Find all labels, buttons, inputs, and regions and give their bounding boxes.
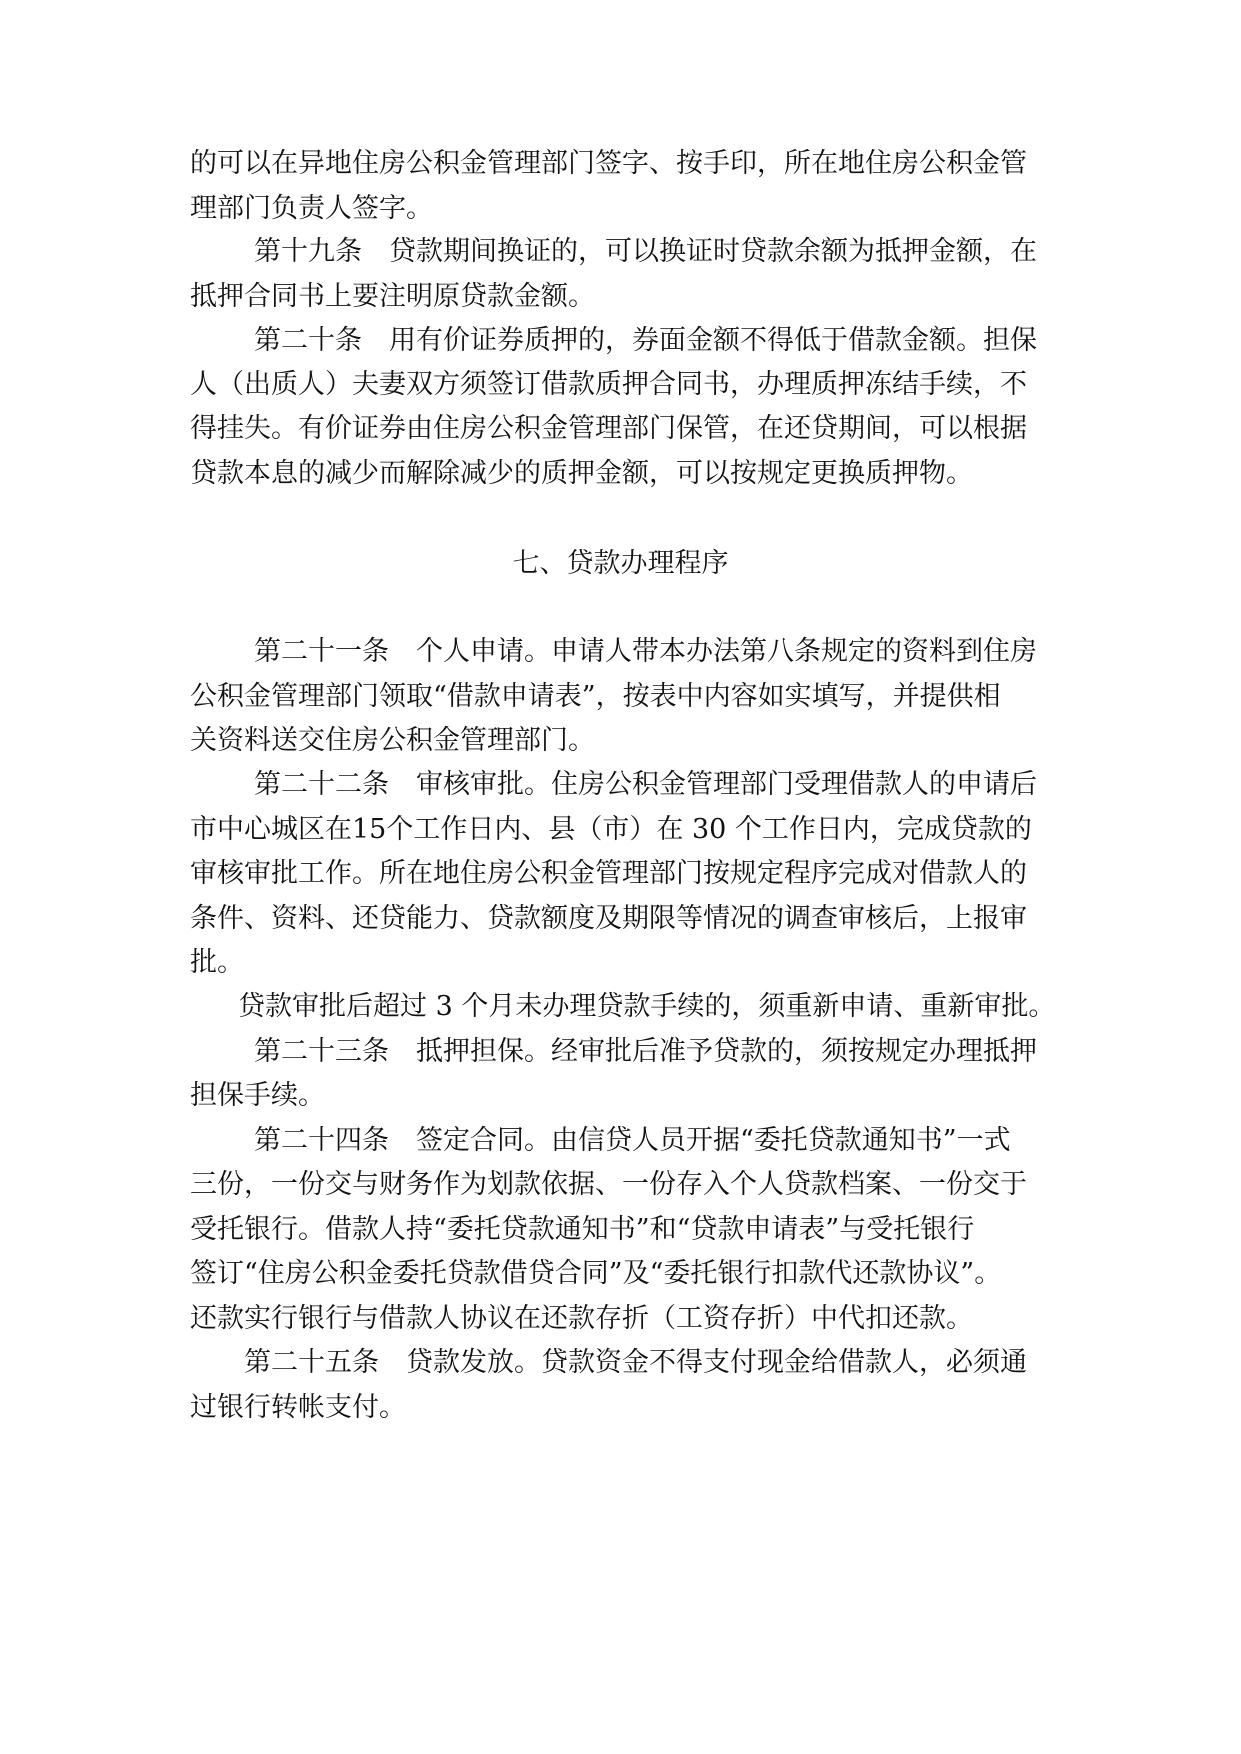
text-line: 抵押合同书上要注明原贷款金额。 bbox=[190, 281, 595, 312]
text-line: 的可以在异地住房公积金管理部门签字、按手印，所在地住房公积金管 bbox=[190, 148, 1027, 179]
text-line: 签订“住房公积金委托贷款借贷合同”及“委托银行扣款代还款协议”。 bbox=[190, 1258, 1002, 1289]
text-line: 理部门负责人签字。 bbox=[190, 193, 433, 224]
text-line: 贷款审批后超过 3 个月未办理贷款手续的，须重新申请、重新审批。 bbox=[238, 991, 1056, 1022]
article-23-line: 第二十三条 抵押担保。经审批后准予贷款的，须按规定办理抵押 bbox=[254, 1036, 1037, 1067]
text-line: 过银行转帐支付。 bbox=[190, 1392, 406, 1423]
section-heading: 七、贷款办理程序 bbox=[512, 548, 729, 579]
text-line: 批。 bbox=[190, 947, 244, 978]
text-line: 条件、资料、还贷能力、贷款额度及期限等情况的调查审核后，上报审 bbox=[190, 903, 1027, 934]
article-21-line: 第二十一条 个人申请。申请人带本办法第八条规定的资料到住房 bbox=[254, 636, 1037, 667]
text-line: 关资料送交住房公积金管理部门。 bbox=[190, 725, 595, 756]
text-line: 审核审批工作。所在地住房公积金管理部门按规定程序完成对借款人的 bbox=[190, 858, 1027, 889]
article-24-line: 第二十四条 签定合同。由信贷人员开据“委托贷款通知书”一式 bbox=[254, 1125, 1011, 1156]
article-25-line: 第二十五条 贷款发放。贷款资金不得支付现金给借款人，必须通 bbox=[244, 1347, 1027, 1378]
text-line: 三份，一份交与财务作为划款依据、一份存入个人贷款档案、一份交于 bbox=[190, 1169, 1027, 1200]
article-19-line: 第十九条 贷款期间换证的，可以换证时贷款余额为抵押金额，在 bbox=[254, 236, 1037, 267]
article-22-line: 第二十二条 审核审批。住房公积金管理部门受理借款人的申请后 bbox=[254, 769, 1037, 800]
text-line: 公积金管理部门领取“借款申请表”，按表中内容如实填写，并提供相 bbox=[190, 681, 1001, 712]
text-line: 担保手续。 bbox=[190, 1080, 325, 1111]
article-20-line: 第二十条 用有价证券质押的，券面金额不得低于借款金额。担保 bbox=[254, 325, 1037, 356]
text-line: 市中心城区在15个工作日内、县（市）在 30 个工作日内，完成贷款的 bbox=[190, 814, 1032, 845]
text-line: 贷款本息的减少而解除减少的质押金额，可以按规定更换质押物。 bbox=[190, 458, 973, 489]
text-line: 还款实行银行与借款人协议在还款存折（工资存折）中代扣还款。 bbox=[190, 1303, 973, 1334]
text-line: 人（出质人）夫妻双方须签订借款质押合同书，办理质押冻结手续，不 bbox=[190, 369, 1027, 400]
text-line: 受托银行。借款人持“委托贷款通知书”和“贷款申请表”与受托银行 bbox=[190, 1214, 975, 1245]
text-line: 得挂失。有价证券由住房公积金管理部门保管，在还贷期间，可以根据 bbox=[190, 413, 1027, 444]
